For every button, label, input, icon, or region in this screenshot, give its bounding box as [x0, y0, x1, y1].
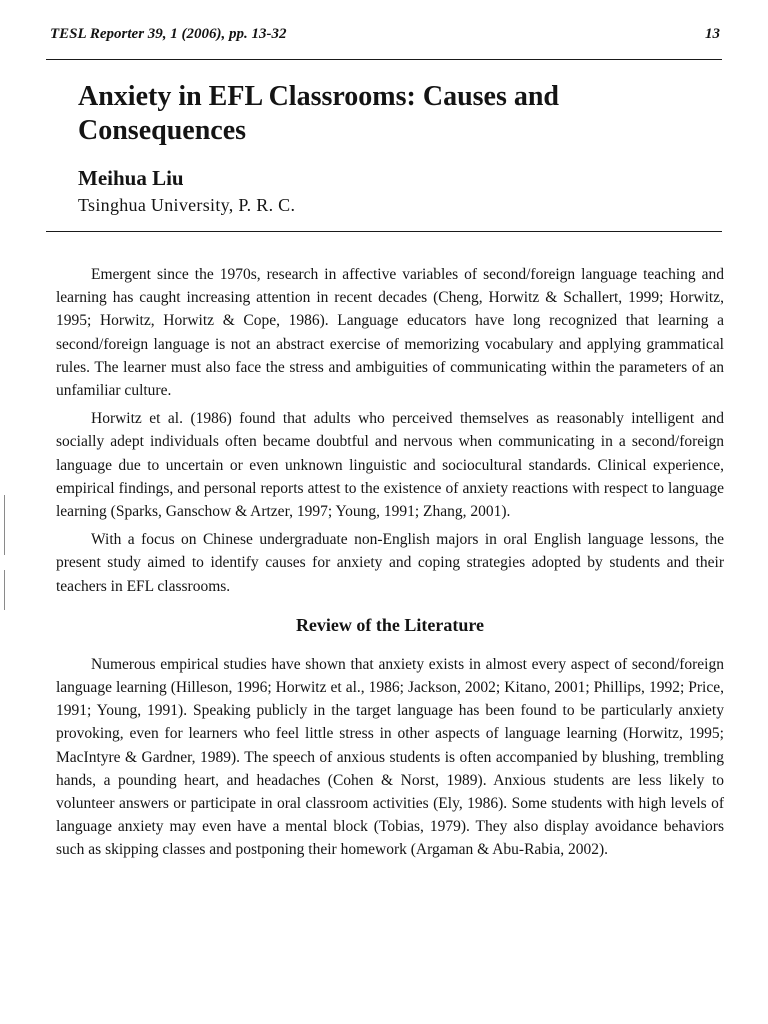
body-paragraph: Emergent since the 1970s, research in affective variables of second/foreign language teaching and learning has caught increasing attention in recent decades (Cheng, Horwitz & Schallert, 1999; Horwitz, 1995; Horwitz, Horwitz & Cope, 1986). Language educators have long recognized that learning a second/foreign language is not an abstract exercise of memorizing vocabulary and applying grammatical rules. The learner must also face the stress and ambiguities of communicating within the parameters of an unfamiliar culture.: [56, 266, 724, 400]
journal-citation: TESL Reporter 39, 1 (2006), pp. 13-32: [50, 26, 287, 42]
running-head: [50, 26, 720, 48]
body-paragraph: Horwitz et al. (1986) found that adults who perceived themselves as reasonably intelligent and socially adept individuals often became doubtful and nervous when communicating in a second/foreign language due to uncertain or even unknown linguistic and sociocultural standards. Clinical experience, empirical findings, and personal reports attest to the existence of anxiety reactions with respect to language learning (Sparks, Ganschow & Artzer, 1997; Young, 1991; Zhang, 2001).: [56, 410, 724, 521]
author-affiliation: Tsinghua University, P. R. C.: [78, 195, 296, 215]
section-heading: Review of the Literature: [295, 614, 485, 635]
section-paragraph: Numerous empirical studies have shown that anxiety exists in almost every aspect of second/foreign language learning (Hilleson, 1996; Horwitz et al., 1986; Jackson, 2002; Kitano, 2001; Phillips, 1992; Price, 1991; Young, 1991). Speaking publicly in the target language has been found to be particularly anxiety provoking, even for learners who feel little stress in other aspects of language learning (Horwitz, 1995; MacIntyre & Gardner, 1989). The speech of anxious students is often accompanied by blushing, trembling hands, a pounding heart, and headaches (Cohen & Norst, 1989). Anxious students are less likely to volunteer answers or participate in oral classroom activities (Ely, 1986). Some students with high levels of language anxiety may even have a mental block (Tobias, 1979). They also display avoidance behaviors such as skipping classes and postponing their homework (Argaman & Abu-Rabia, 2002).: [56, 655, 724, 859]
author-name: Meihua Liu: [78, 166, 184, 190]
title-block-rule: [46, 231, 722, 232]
scan-margin-mark: [4, 495, 5, 555]
body-paragraph: With a focus on Chinese undergraduate non-English majors in oral English language lessons, the present study aimed to identify causes for anxiety and coping strategies adopted by students and their teachers in EFL classrooms.: [56, 531, 724, 595]
article-body: [56, 263, 724, 867]
header-rule: [46, 59, 722, 60]
article-title: Anxiety in EFL Classrooms: Causes and Consequences: [78, 81, 560, 146]
scan-margin-mark: [4, 570, 5, 610]
page-number: 13: [705, 26, 720, 42]
